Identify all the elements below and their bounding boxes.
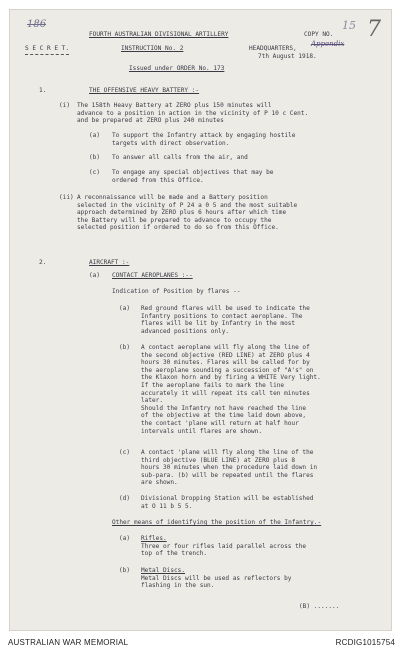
text-line: ordered from this Office.: [112, 176, 204, 184]
text-line: are shown.: [141, 479, 178, 487]
flare-item-label: (b): [119, 344, 131, 351]
section-1-number: 1.: [39, 87, 47, 94]
text-line: the contact 'plane will return at half hour: [141, 419, 299, 427]
text-line: Infantry positions to contact aeroplane. The: [141, 312, 303, 320]
issued-under-order: Issued under ORDER No. 173: [129, 65, 225, 72]
section-1-para-i-number: (i): [59, 102, 71, 109]
text-line: The 158th Heavy Battery at ZERO plus 150 minutes will: [77, 102, 272, 109]
text-line: advance to a position in action in the vicinity of P 10 c Cent.: [77, 109, 309, 117]
section-1-item-text: [112, 154, 248, 162]
text-line: selected position if ordered to do so from this Office.: [77, 224, 279, 232]
text-line: flares will be lit by Infantry in the most: [141, 320, 296, 328]
item-title: Metal Discs.: [141, 567, 186, 574]
indication-heading: Indication of Position by flares --: [112, 288, 241, 295]
section-1-item-label: (b): [89, 154, 101, 161]
section-1-item-text: [112, 169, 273, 184]
document-page: [9, 9, 392, 631]
flare-item-text: [141, 305, 310, 335]
text-line: intervals until flares are shown.: [141, 427, 263, 435]
text-line: the second objective (RED LINE) at ZERO plus 4: [141, 351, 310, 359]
text-line: of the objective at the time laid down above,: [141, 412, 307, 420]
text-line: A contact 'plane will fly along the line of the: [141, 449, 314, 456]
text-line: selected in the vicinity of P 24 a 0 5 and the most suitable: [77, 201, 298, 209]
text-line: hours 30 minutes when the procedure laid down in: [141, 464, 318, 472]
record-id: RCDIG1015754: [335, 638, 395, 647]
text-line: Metal Discs will be used as reflectors by: [141, 574, 292, 582]
text-line: the Klaxon horn and by firing a WHITE Very light.: [141, 374, 321, 382]
text-line: To engage any special objectives that may be: [112, 169, 274, 176]
handwritten-page-mark: 7: [367, 17, 381, 42]
flare-item-label: (c): [119, 449, 131, 456]
section-1-item-label: (a): [89, 132, 101, 139]
section-1-item-text: [112, 132, 295, 147]
text-line: later.: [141, 397, 164, 405]
text-line: To answer all calls from the air, and: [112, 154, 248, 161]
handwritten-corner-number: 186: [27, 19, 47, 30]
handwritten-appendix-note: Appendix: [311, 40, 345, 48]
text-line: Divisional Dropping Station will be established: [141, 495, 314, 502]
text-line: the aeroplane sounding a succession of "A's" on: [141, 366, 314, 374]
section-1-para-ii-number: (ii): [59, 194, 74, 201]
other-means-item-text: [141, 535, 306, 558]
text-line: A reconnaissance will be made and a Battery position: [77, 194, 268, 201]
text-line: approach determined by ZERO plus 6 hours after which time: [77, 209, 287, 217]
text-line: advanced positions only.: [141, 327, 230, 335]
section-2-title: AIRCRAFT :-: [89, 259, 130, 266]
text-line: To support the Infantry attack by engaging hostile: [112, 132, 296, 139]
text-line: at O 11 b 5 5.: [141, 502, 193, 510]
text-line: hours 30 minutes. Flares will be called for by: [141, 359, 310, 367]
other-means-item-label: (b): [119, 567, 131, 574]
text-line: Red ground flares will be used to indicate the: [141, 305, 310, 312]
section-1-title: THE OFFENSIVE HEAVY BATTERY :-: [89, 87, 200, 94]
other-means-heading: Other means of identifying the position of the Infantry.-: [112, 519, 322, 526]
text-line: top of the trench.: [141, 550, 208, 558]
text-line: targets with direct observation.: [112, 139, 230, 147]
section-2-sub-label: (a): [89, 272, 101, 279]
other-means-item-label: (a): [119, 535, 131, 542]
flare-item-text: [141, 449, 317, 487]
text-line: third objective (BLUE LINE) at ZERO plus 8: [141, 456, 296, 464]
section-1-para-i-text: [77, 102, 308, 125]
section-2-number: 2.: [39, 259, 47, 266]
section-1-para-ii-text: [77, 194, 297, 232]
text-line: flashing in the sun.: [141, 582, 215, 590]
flare-item-label: (a): [119, 305, 131, 312]
section-1-item-label: (c): [89, 169, 101, 176]
text-line: and be prepared at ZERO plus 240 minutes: [77, 117, 224, 125]
document-date: 7th August 1918.: [258, 53, 317, 60]
flare-item-text: [141, 495, 313, 510]
text-line: A contact aeroplane will fly along the line of: [141, 344, 310, 351]
text-line: Should the Infantry not have reached the line: [141, 404, 307, 412]
contact-aeroplanes-title: CONTACT AEROPLANES :--: [112, 272, 193, 279]
other-means-item-text: [141, 567, 291, 590]
text-line: the Battery will be prepared to advance to occupy the: [77, 216, 272, 224]
handwritten-top-right-marks: 15: [342, 19, 356, 32]
text-line: Three or four rifles laid parallel across the: [141, 542, 307, 550]
flare-item-label: (d): [119, 495, 131, 502]
copy-number: COPY NO.: [304, 31, 334, 38]
headquarters-label: HEADQUARTERS,: [249, 45, 297, 52]
flare-item-text: [141, 344, 321, 435]
archive-credit: AUSTRALIAN WAR MEMORIAL: [8, 638, 129, 647]
instruction-number: INSTRUCTION No. 2: [121, 45, 184, 52]
secret-underline: [25, 54, 69, 55]
secret-classification: S E C R E T.: [25, 45, 70, 52]
continuation-mark: (B) .......: [299, 603, 340, 610]
organisation-heading: FOURTH AUSTRALIAN DIVISIONAL ARTILLERY: [89, 31, 229, 38]
item-title: Rifles.: [141, 535, 167, 542]
text-line: If the aeroplane fails to mark the line: [141, 381, 285, 389]
text-line: accurately it will repeat its call ten minutes: [141, 389, 310, 397]
text-line: sub-para. (b) will be repeated until the flares: [141, 471, 314, 479]
